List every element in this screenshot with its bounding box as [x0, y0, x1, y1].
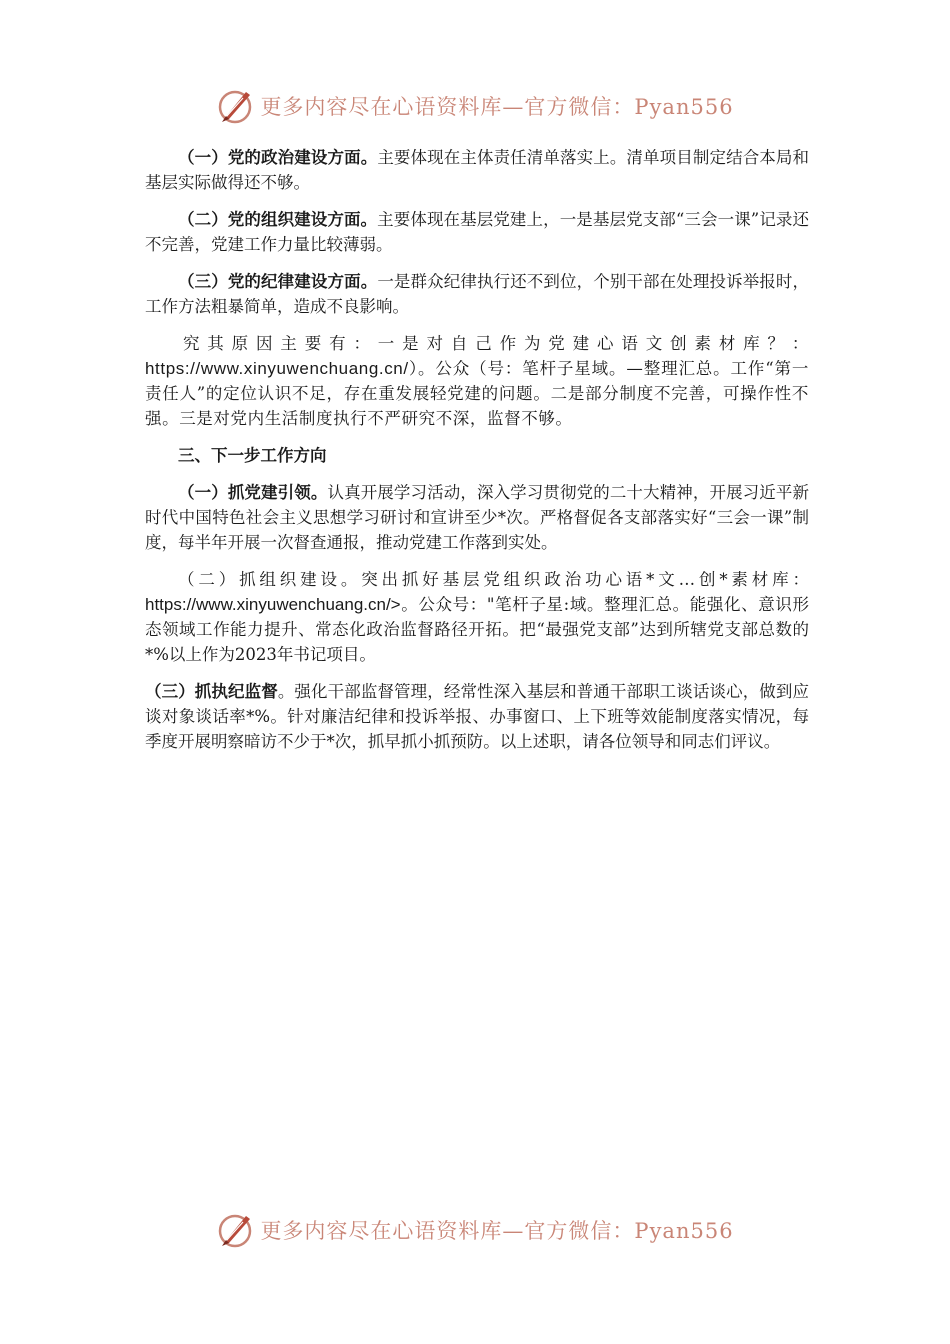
- paragraph-body: 主要体现在主体责任清单落实上。清单项目制定结合本局和基层实际做得还不够。: [145, 148, 810, 192]
- paragraph-heading: （一）党的政治建设方面。: [178, 148, 378, 167]
- paragraph-heading: （一）抓党建引领。: [178, 483, 328, 502]
- paragraph-org-building: [145, 567, 809, 667]
- paragraph-political: [145, 145, 809, 195]
- quill-pen-logo-icon: [216, 86, 256, 126]
- paragraph-organization: [145, 207, 809, 257]
- paragraph-body: 认真开展学习活动，深入学习贯彻党的二十大精神，开展习近平新时代中国特色社会主义思想学习研讨和宣讲至少*次。严格督促各支部落实好“三会一课”制度，每半年开展一次督查通报，推动党建工作落到实处。: [145, 483, 810, 552]
- paragraph-causes: [145, 331, 809, 431]
- paragraph-body: 一是群众纪律执行还不到位，个别干部在处理投诉举报时，工作方法粗暴简单，造成不良影响。: [145, 272, 810, 316]
- banner-text: 更多内容尽在心语资料库—官方微信：Pyan556: [260, 1219, 734, 1243]
- section-heading: 三、下一步工作方向: [178, 446, 327, 465]
- quill-pen-logo-icon: [216, 1210, 256, 1250]
- url-link[interactable]: https://www.xinyuwenchuang.cn/>: [145, 595, 401, 614]
- footer-banner: [0, 1208, 950, 1252]
- paragraph-heading: （三）党的纪律建设方面。: [178, 272, 378, 291]
- document-body: [145, 145, 809, 766]
- url-link[interactable]: https://www.xinyuwenchuang.cn/: [145, 359, 409, 378]
- paragraph-text: ）。公众（号：笔杆子星域。—整理汇总。工作“第一责任人”的定位认识不足，存在重发展轻党建的问题。二是部分制度不完善，可操作性不强。三是对党内生活制度执行不严研究不深，监督不够。: [145, 359, 809, 428]
- paragraph-body: 主要体现在基层党建上，一是基层党支部“三会一课”记录还不完善，党建工作力量比较薄弱。: [145, 210, 810, 254]
- paragraph-text: 。公众号："笔杆子星:域。整理汇总。能强化、意识形态领域工作能力提升、常态化政治监督路径开拓。把“最强党支部”达到所辖党支部总数的*%以上作为2023年书记项目。: [145, 595, 809, 664]
- banner-text: 更多内容尽在心语资料库—官方微信：Pyan556: [260, 95, 734, 119]
- paragraph-text: （二）抓组织建设。突出抓好基层党组织政治功心语*文…创*素材库：: [178, 570, 809, 589]
- paragraph-party-lead: [145, 480, 809, 555]
- paragraph-heading: （三）抓执纪监督: [145, 682, 278, 701]
- paragraph-body: 。强化干部监督管理，经常性深入基层和普通干部职工谈话谈心，做到应谈对象谈话率*%。针对廉洁纪律和投诉举报、办事窗口、上下班等效能制度落实情况，每季度开展明察暗访不少于*次，抓早抓小抓预防。以上述职，请各位领导和同志们评议。: [145, 682, 810, 751]
- section-title: [145, 443, 809, 468]
- paragraph-heading: （二）党的组织建设方面。: [178, 210, 378, 229]
- paragraph-text: 究其原因主要有：一是对自己作为党建心语文创素材库？：: [182, 334, 809, 353]
- header-banner: [0, 84, 950, 128]
- paragraph-discipline: [145, 269, 809, 319]
- paragraph-supervision: [145, 679, 809, 754]
